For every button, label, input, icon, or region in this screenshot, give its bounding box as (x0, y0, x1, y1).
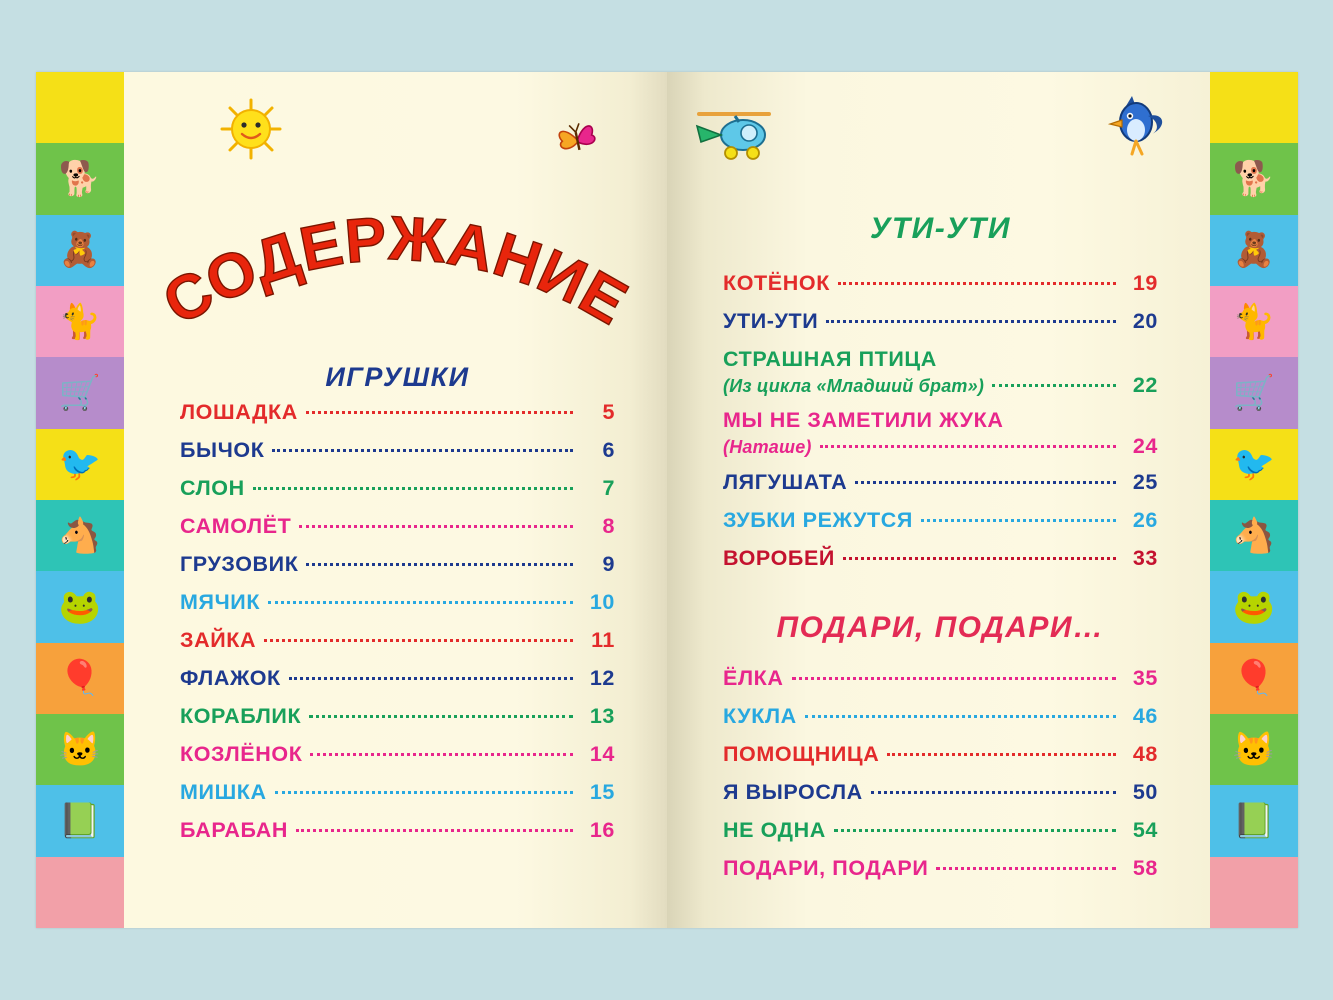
toc-entry-title: ЛЯГУШАТА (723, 469, 848, 494)
toc-entry-subrow (723, 434, 1158, 459)
toc-entry-title: БЫЧОК (180, 437, 265, 462)
toc-entry-title: СЛОН (180, 475, 245, 500)
book-spread (36, 72, 1298, 928)
toc-entry-title: ГРУЗОВИК (180, 551, 299, 576)
toc-section-list (723, 264, 1158, 577)
decor-glyph-icon: 🐸 (1232, 587, 1276, 626)
toc-section-list (723, 659, 1158, 887)
decor-glyph-icon: 🧸 (58, 231, 102, 270)
section-heading-toys: ИГРУШКИ (325, 362, 470, 392)
toc-entry-page: 24 (1132, 434, 1158, 458)
toc-entry-page: 26 (1132, 507, 1158, 532)
toc-entry-page: 46 (1132, 703, 1158, 728)
decor-glyph-icon: 📗 (1232, 801, 1276, 840)
decor-glyph-icon: 🐦 (58, 445, 102, 484)
toc-entry-title: ФЛАЖОК (180, 665, 281, 690)
toc-entry-page: 22 (1132, 372, 1158, 397)
decor-strip-left (36, 72, 124, 928)
decor-glyph-icon: 🐴 (1232, 516, 1276, 555)
toc-entry[interactable] (180, 811, 615, 849)
toc-entry-title: КОТЁНОК (723, 270, 830, 295)
toc-entry[interactable] (723, 340, 1158, 402)
toc-entry-page: 10 (589, 589, 615, 614)
toc-entry-title: МИШКА (180, 779, 267, 804)
decor-cell (36, 643, 124, 714)
toc-entry[interactable] (180, 697, 615, 735)
decor-cell (1210, 857, 1298, 928)
toc-entry-subtitle: (Наташе) (723, 437, 812, 457)
decor-cell (1210, 143, 1298, 214)
toc-leader-dots (843, 557, 1116, 560)
decor-cell (36, 857, 124, 928)
page-left (124, 72, 667, 928)
toc-leader-dots (253, 487, 573, 490)
decor-glyph-icon: 🛒 (58, 373, 102, 412)
toc-entry-title: МЯЧИК (180, 589, 261, 614)
decor-cell (1210, 785, 1298, 856)
toc-entry[interactable] (180, 393, 615, 431)
section-heading: УТИ-УТИ (870, 212, 1011, 245)
toc-entry[interactable] (723, 849, 1158, 887)
decor-cell (1210, 500, 1298, 571)
toc-leader-dots (289, 677, 573, 680)
page-title-text: СОДЕРЖАНИЕ (152, 204, 639, 339)
toc-entry-title: ВОРОБЕЙ (723, 545, 835, 570)
toc-entry[interactable] (180, 659, 615, 697)
toc-leader-dots (855, 481, 1116, 484)
decor-cell (1210, 357, 1298, 428)
toc-entry-page: 13 (589, 703, 615, 728)
toc-entry[interactable] (723, 302, 1158, 340)
decor-strip-right (1210, 72, 1298, 928)
decor-glyph-icon: 🎈 (1232, 659, 1276, 698)
decor-cell (1210, 72, 1298, 143)
toc-entry-title: ЗАЙКА (180, 627, 257, 652)
toc-leader-dots (310, 753, 573, 756)
toc-entry-title: УТИ-УТИ (723, 308, 819, 333)
decor-cell (36, 143, 124, 214)
toc-entry[interactable] (180, 431, 615, 469)
decor-cell (36, 571, 124, 642)
toc-leader-dots (887, 753, 1116, 756)
toc-leader-dots (264, 639, 573, 642)
decor-cell (36, 286, 124, 357)
decor-cell (1210, 714, 1298, 785)
toc-entry-title: МЫ НЕ ЗАМЕТИЛИ ЖУКА (723, 408, 1004, 432)
toc-entry[interactable] (723, 811, 1158, 849)
decor-glyph-icon: 📗 (58, 801, 102, 840)
toc-entry[interactable] (180, 507, 615, 545)
toc-entry-page: 12 (589, 665, 615, 690)
toc-entry-page: 7 (602, 475, 615, 500)
toc-leader-dots (296, 829, 573, 832)
decor-glyph-icon: 🐱 (58, 730, 102, 769)
toc-entry[interactable] (180, 735, 615, 773)
toc-entry[interactable] (723, 463, 1158, 501)
toc-entry-title: СТРАШНАЯ ПТИЦА (723, 346, 937, 371)
decor-glyph-icon: 🐕 (58, 159, 102, 198)
toc-entry-page: 6 (602, 437, 615, 462)
toc-left (180, 393, 615, 849)
toc-entry-page: 20 (1132, 308, 1158, 333)
toc-entry[interactable] (723, 501, 1158, 539)
toc-entry-page: 54 (1132, 817, 1158, 842)
decor-cell (1210, 643, 1298, 714)
toc-leader-dots (268, 601, 573, 604)
toc-entry[interactable] (180, 469, 615, 507)
decor-cell (1210, 571, 1298, 642)
toc-entry[interactable] (723, 264, 1158, 302)
toc-entry-page: 58 (1132, 855, 1158, 880)
toc-leader-dots (871, 791, 1116, 794)
toc-entry-page: 35 (1132, 665, 1158, 690)
toc-entry-page: 19 (1132, 270, 1158, 295)
toc-entry[interactable] (723, 735, 1158, 773)
decor-cell (36, 357, 124, 428)
decor-glyph-icon: 🐱 (1232, 730, 1276, 769)
toc-entry[interactable] (723, 402, 1158, 464)
toc-entry-title: ЁЛКА (723, 665, 784, 690)
toc-leader-dots (306, 411, 573, 414)
toc-entry[interactable] (723, 659, 1158, 697)
toc-entry-page: 8 (602, 513, 615, 538)
toc-right (723, 212, 1158, 887)
toc-leader-dots (992, 384, 1116, 387)
toc-leader-dots (309, 715, 573, 718)
decor-cell (36, 215, 124, 286)
decor-glyph-icon: 🎈 (58, 659, 102, 698)
toc-entry[interactable] (723, 539, 1158, 577)
toc-entry-page: 9 (602, 551, 615, 576)
toc-entry[interactable] (180, 545, 615, 583)
toc-entry-title: ПОМОЩНИЦА (723, 741, 880, 766)
toc-entry-title: Я ВЫРОСЛА (723, 779, 863, 804)
section-heading: ПОДАРИ, ПОДАРИ… (776, 611, 1105, 644)
decor-glyph-icon: 🐦 (1232, 445, 1276, 484)
decor-glyph-icon: 🐕 (1232, 159, 1276, 198)
toc-entry-title: КОЗЛЁНОК (180, 741, 303, 766)
decor-glyph-icon: 🐴 (58, 516, 102, 555)
toc-leader-dots (834, 829, 1116, 832)
toc-entry-page: 25 (1132, 469, 1158, 494)
toc-entry-page: 48 (1132, 741, 1158, 766)
decor-cell (1210, 215, 1298, 286)
toc-entry[interactable] (180, 773, 615, 811)
decor-cell (36, 500, 124, 571)
toc-leader-dots (820, 445, 1116, 448)
toc-entry[interactable] (180, 621, 615, 659)
toc-entry-page: 14 (589, 741, 615, 766)
decor-glyph-icon: 🐸 (58, 587, 102, 626)
toc-entry-page: 50 (1132, 779, 1158, 804)
page-right (667, 72, 1210, 928)
decor-glyph-icon: 🐈 (58, 302, 102, 341)
decor-cell (36, 429, 124, 500)
toc-entry-title: ЛОШАДКА (180, 399, 298, 424)
decor-glyph-icon: 🛒 (1232, 373, 1276, 412)
decor-cell (36, 785, 124, 856)
toc-entry-subtitle: (Из цикла «Младший брат») (723, 375, 985, 396)
toc-entry-title: КУКЛА (723, 703, 797, 728)
decor-glyph-icon: 🐈 (1232, 302, 1276, 341)
toc-entry[interactable] (723, 773, 1158, 811)
toc-entry[interactable] (180, 583, 615, 621)
toc-leader-dots (921, 519, 1116, 522)
toc-entry-title: САМОЛЁТ (180, 513, 292, 538)
toc-entry-title: ЗУБКИ РЕЖУТСЯ (723, 507, 913, 532)
toc-entry-page: 11 (591, 627, 615, 652)
toc-leader-dots (272, 449, 573, 452)
toc-leader-dots (299, 525, 573, 528)
toc-entry[interactable] (723, 697, 1158, 735)
toc-leader-dots (805, 715, 1116, 718)
toc-entry-page: 15 (589, 779, 615, 804)
decor-cell (1210, 429, 1298, 500)
toc-leader-dots (936, 867, 1116, 870)
toc-leader-dots (838, 282, 1116, 285)
decor-cell (36, 714, 124, 785)
toc-entry-title: ПОДАРИ, ПОДАРИ (723, 855, 929, 880)
toc-entry-page: 5 (602, 399, 615, 424)
toc-entry-title: БАРАБАН (180, 817, 289, 842)
toc-leader-dots (826, 320, 1116, 323)
toc-entry-title: КОРАБЛИК (180, 703, 302, 728)
toc-leader-dots (306, 563, 573, 566)
decor-cell (1210, 286, 1298, 357)
toc-entry-subrow (723, 373, 1158, 398)
decor-cell (36, 72, 124, 143)
toc-entry-page: 33 (1132, 545, 1158, 570)
toc-leader-dots (792, 677, 1116, 680)
toc-entry-title: НЕ ОДНА (723, 817, 826, 842)
toc-leader-dots (275, 791, 573, 794)
decor-glyph-icon: 🧸 (1232, 231, 1276, 270)
toc-entry-page: 16 (589, 817, 615, 842)
